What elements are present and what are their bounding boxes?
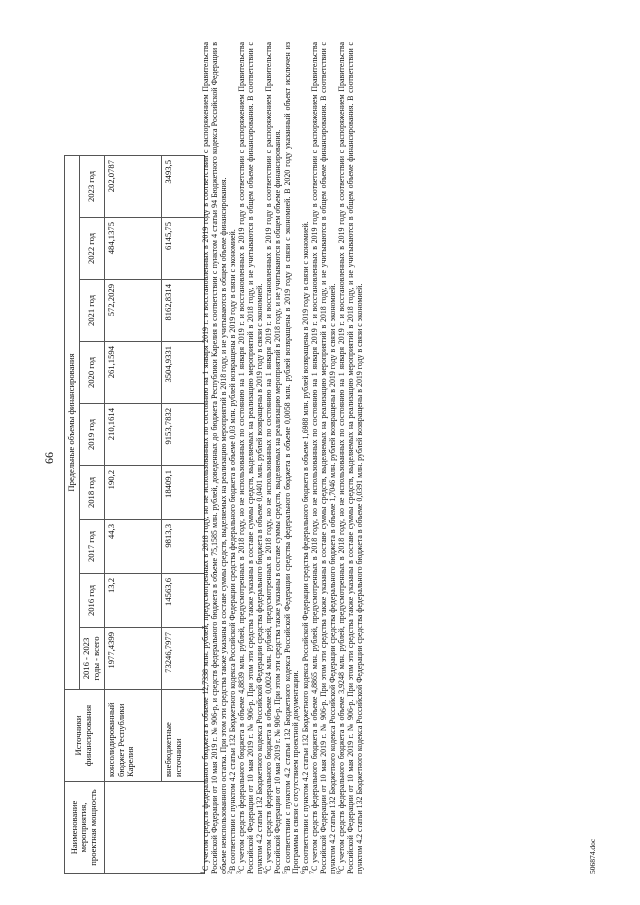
footnote-text: С учетом средств федерального бюджета в объеме 4,8839 млн. рублей, предусмотренных в 2018 году, но не использованных по состоянию на 1 января 2019 г. и восстановленных в 2019 году в соответствии с распоряжением Правительства Российской Федерации от 10 мая 2019 г. № 906-р. При этом эти средства также указаны в составе суммы средств, выделяемых на реализацию мероприятий в 2018 году, и не учитываются в общем объеме финансирования. В соответствии с пунктом 4.2 статьи 132 Бюджетного кодекса Российской Федерации средства федерального бюджета в объеме 0,0401 млн. рублей возвращены в 2019 году в связи с экономией. [237,42,265,874]
document-code: 506874.doc [588,838,597,874]
value-cell: 73246,7977 [161,628,204,690]
footnote [281,42,302,874]
rotated-page-content [40,38,600,878]
footnote-text: В соответствии с пунктом 4.2 статьи 132 Бюджетного кодекса Российской Федерации средства федерального бюджета в объеме 1,6988 млн. рублей возвращены в 2019 году в связи с экономией. [300,221,310,871]
footnote-number: 3 [236,871,243,874]
footnote [265,42,283,874]
value-cell: 3493,5 [161,156,204,218]
header-year: 2018 год [79,466,104,520]
event-cell [104,782,207,874]
value-cell: 44,3 [104,520,161,574]
value-cell: 14563,6 [161,574,204,628]
footnote-number: 1 [200,871,207,874]
table-row [161,156,204,874]
header-year: 2016 год [79,574,104,628]
value-cell: 9153,7832 [161,404,204,466]
value-cell: 261,1594 [104,342,161,404]
footnote-number: 8 [336,871,343,874]
header-year: 2021 год [79,280,104,342]
value-cell: 3504,9331 [161,342,204,404]
table-row [104,156,161,874]
footnote-number: 5 [281,871,288,874]
footnote [202,42,229,874]
footnote-number: 7 [309,871,316,874]
value-cell: 484,1375 [104,218,161,280]
financing-table [64,155,205,874]
value-cell: 1977,4399 [104,628,161,690]
value-cell: 210,1614 [104,404,161,466]
value-cell: 190,2 [104,466,161,520]
header-year: 2016 - 2023 годы - всего [79,628,104,690]
header-event: Наименование мероприятия, проектная мощность [65,782,105,874]
footnote-text: С учетом средств федерального бюджета в объеме 4,8865 млн. рублей, предусмотренных в 2018 году, но не использованных по состоянию на 1 января 2019 г. и восстановленных в 2019 году в соответствии с распоряжением Правительства Российской Федерации от 10 мая 2019 г. № 906-р. При этом эти средства также указаны в составе суммы средств, выделяемых на реализацию мероприятий в 2018 году, и не учитываются в общем объеме финансирования. В соответствии с пунктом 4.2 статьи 132 Бюджетного кодекса Российской Федерации средства федерального бюджета в объеме 1,7046 млн. рублей возвращены в 2019 году в связи с экономией. [310,42,337,874]
footnote [311,42,338,874]
value-cell: 13,2 [104,574,161,628]
footnote-number: 6 [300,871,307,874]
value-cell: 8162,8314 [161,280,204,342]
footnote [338,42,365,874]
header-source: Источники финансирования [65,690,105,782]
footnote-number: 2 [227,871,234,874]
footnote-text: В соответствии с пунктом 4.2 статьи 132 Бюджетного кодекса Российской Федерации средства федерального бюджета в объеме 0,03 млн. рублей возвращены в 2019 году в связи с экономией. [228,229,238,871]
source-cell: внебюджетные источники [161,690,204,782]
footnote-text: С учетом средств федерального бюджета в объеме 0,0024 млн. рублей, предусмотренных в 2018 году, но не использованных по состоянию на 1 января 2019 г. и восстановленных в 2019 году в соответствии с распоряжением Правительства Российской Федерации от 10 мая 2019 г. № 906-р. При этом эти средства также указаны в составе суммы средств, выделяемых на реализацию мероприятий в 2018 году, и не учитываются в общем объеме финансирования. [264,42,283,874]
header-year: 2017 год [79,520,104,574]
value-cell: 202,0787 [104,156,161,218]
header-year: 2020 год [79,342,104,404]
footnote-text: С учетом средств федерального бюджета в объеме 3,9248 млн. рублей, предусмотренных в 2018 году, но не использованных по состоянию на 1 января 2019 г. и восстановленных в 2019 году в соответствии с распоряжением Правительства Российской Федерации от 10 мая 2019 г. № 906-р. При этом эти средства также указаны в составе суммы средств, выделяемых на реализацию мероприятий в 2018 году, и не учитываются в общем объеме финансирования. В соответствии с пунктом 4.2 статьи 132 Бюджетного кодекса Российской Федерации средства федерального бюджета в объеме 0,0391 млн. рублей возвращены в 2019 году в связи с экономией. [337,42,364,874]
footnotes [202,42,365,874]
value-cell: 9813,3 [161,520,204,574]
value-cell: 6145,75 [161,218,204,280]
header-limits-title: Предельные объемы финансирования [65,156,80,690]
source-cell: консолидированный бюджет Республики Карелия [104,690,161,782]
page-number: 66 [42,452,56,464]
header-year: 2019 год [79,404,104,466]
footnote-text: В соответствии с пунктом 4.2 статьи 132 Бюджетного кодекса Российской Федерации средства федерального бюджета в объеме 0,0058 млн. рублей возвращены в 2019 году в связи с экономией. В 2020 году указанный объект исключен из Программы в связи с отсутствием проектной документации. [282,42,301,874]
header-year: 2023 год [79,156,104,218]
footnote-text: С учетом средств федерального бюджета в объеме 12,7338 млн. рублей, предусмотренных в 2018 году, но не использованных по состоянию на 1 января 2019 г. и восстановленных в 2019 году в соответствии с распоряжением Правительства Российской Федерации от 10 мая 2019 г. № 906-р, и средств федерального бюджета в объеме 75,1585 млн. рублей, доведенных до бюджета Республики Карелия в соответствии с пунктом 4 статьи 94 Бюджетного кодекса Российской Федерации в объеме неиспользованного остатка. При этом эти средства также указаны в составе суммы средств, выделяемых на реализацию мероприятий в 2018 году, и не учитываются в общем объеме финансирования. [201,42,228,874]
value-cell: 18409,1 [161,466,204,520]
footnote [238,42,265,874]
value-cell: 572,2029 [104,280,161,342]
header-year: 2022 год [79,218,104,280]
footnote-number: 4 [263,871,270,874]
